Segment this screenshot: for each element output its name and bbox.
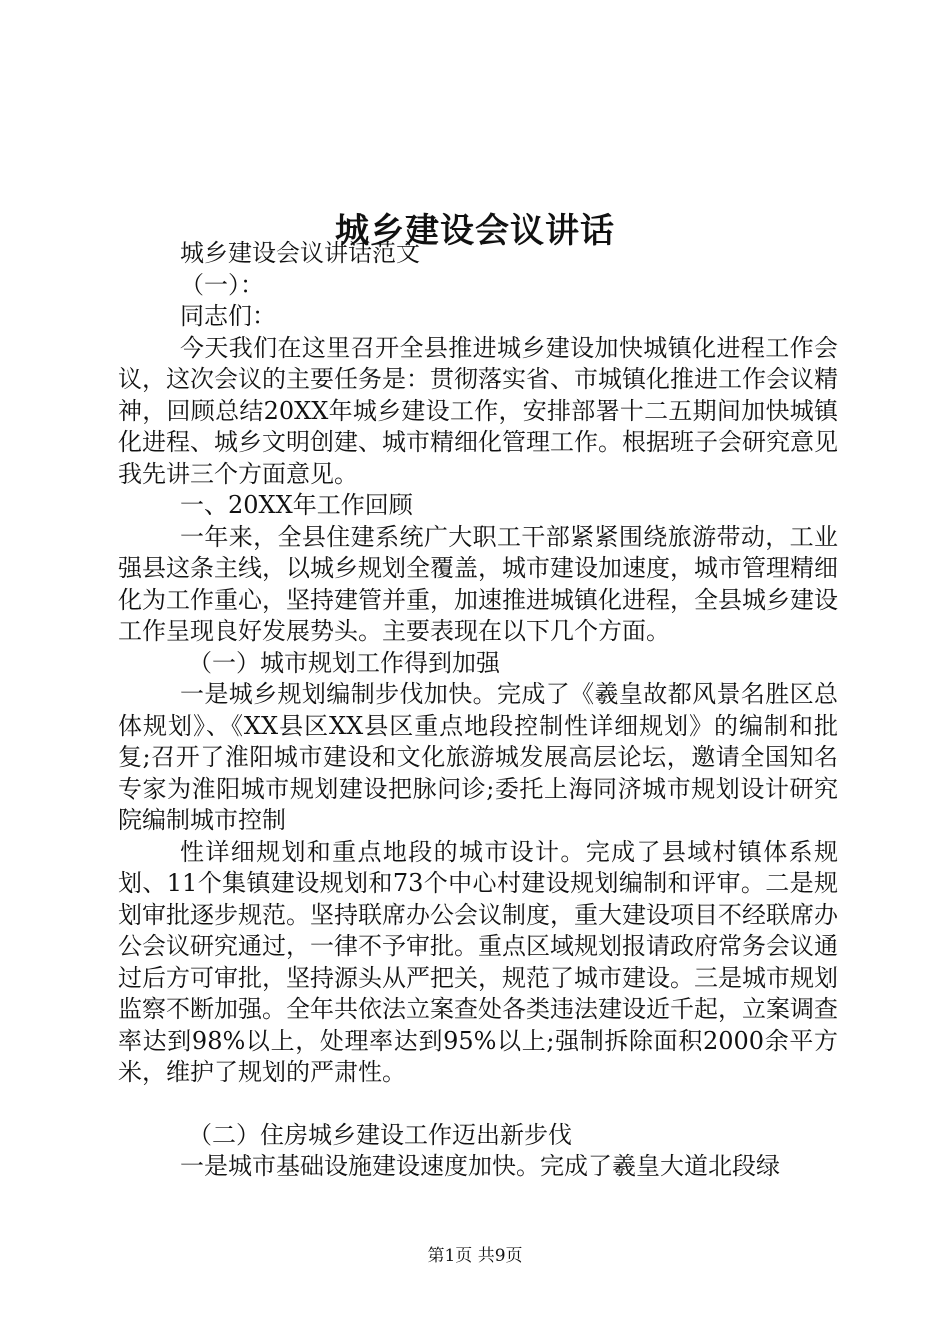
heading-housing: （二）住房城乡建设工作迈出新步伐 bbox=[188, 1120, 572, 1149]
planning-paragraph-2: 性详细规划和重点地段的城市设计。完成了县域村镇体系规划、11个集镇建设规划和73个中心村建设规划编制和评审。二是规划审批逐步规范。坚持联席办公会议制度，重大建设项目不经联席办公会议研究通过，一律不予审批。重点区域规划报请政府常务会议通过后方可审批，坚持源头从严把关，规范了城市建设。三是城市规划监察不断加强。全年共依法立案查处各类违法建设近千起，立案调查率达到98%以上，处理率达到95%以上;强制拆除面积2000余平方米，维护了规划的严肃性。 bbox=[118, 837, 838, 1086]
section-marker: （一）： bbox=[180, 270, 264, 299]
document-body bbox=[118, 238, 838, 1183]
paragraph-spacer bbox=[118, 1089, 838, 1120]
salutation: 同志们： bbox=[180, 302, 276, 330]
document-title: 城乡建设会议讲话 bbox=[335, 210, 615, 251]
housing-paragraph-1: 一是城市基础设施建设速度加快。完成了羲皇大道北段绿 bbox=[180, 1152, 780, 1180]
heading-planning: （一）城市规划工作得到加强 bbox=[188, 648, 500, 677]
heading-review: 一、20XX年工作回顾 bbox=[180, 491, 413, 519]
review-paragraph: 一年来，全县住建系统广大职工干部紧紧围绕旅游带动，工业强县这条主线，以城乡规划全覆盖，城市建设加速度，城市管理精细化为工作重心，坚持建管并重，加速推进城镇化进程，全县城乡建设工作呈现良好发展势头。主要表现在以下几个方面。 bbox=[118, 522, 838, 645]
subtitle-paragraph: 城乡建设会议讲话范文 bbox=[180, 239, 420, 267]
page-footer: 第1页 共9页 bbox=[427, 1246, 523, 1266]
intro-paragraph: 今天我们在这里召开全县推进城乡建设加快城镇化进程工作会议，这次会议的主要任务是：贯彻落实省、市城镇化推进工作会议精神，回顾总结20XX年城乡建设工作，安排部署十二五期间加快城镇化进程、城乡文明创建、城市精细化管理工作。根据班子会研究意见我先讲三个方面意见。 bbox=[118, 333, 838, 488]
planning-paragraph-1: 一是城乡规划编制步伐加快。完成了《羲皇故都风景名胜区总体规划》、《XX县区XX县区重点地段控制性详细规划》的编制和批复;召开了淮阳城市建设和文化旅游城发展高层论坛，邀请全国知名专家为淮阳城市规划建设把脉问诊;委托上海同济城市规划设计研究院编制城市控制 bbox=[118, 680, 838, 834]
